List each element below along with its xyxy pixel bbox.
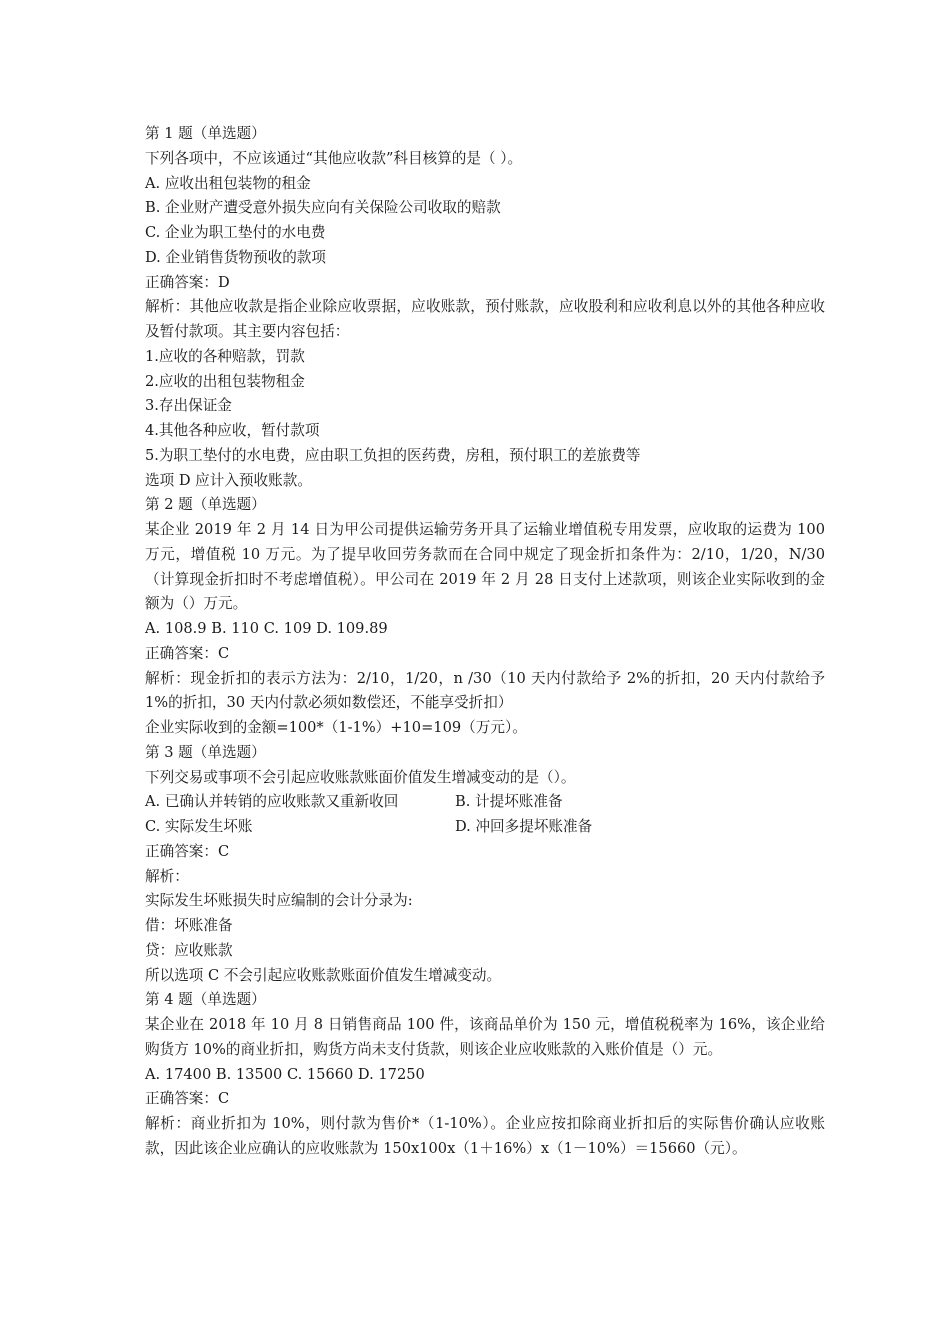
q2-stem: 某企业 2019 年 2 月 14 日为甲公司提供运输劳务开具了运输业增值税专用发票，应收取的运费为 100 万元，增值税 10 万元。为了提早收回劳务款而在合同中规定了现金折扣条件为：2/10，1/20，N/30（计算现金折扣时不考虑增值税）。甲公司在 2019 年 2 月 28 日支付上述款项，则该企业实际收到的金额为（）万元。 — [145, 521, 825, 613]
q2-calc: 企业实际收到的金额=100*（1-1%）+10=109（万元）。 — [145, 719, 527, 736]
q3-option-c: C. 实际发生坏账 — [145, 818, 253, 835]
q1-answer: 正确答案：D — [145, 273, 230, 291]
q4-options: A. 17400 B. 13500 C. 15660 D. 17250 — [145, 1065, 425, 1083]
q3-credit: 贷：应收账款 — [145, 941, 233, 959]
q3-entry-title: 实际发生坏账损失时应编制的会计分录为: — [145, 892, 413, 910]
q1-point-2: 2.应收的出租包装物租金 — [145, 372, 305, 390]
q2-answer: 正确答案：C — [145, 644, 230, 662]
q1-point-1: 1.应收的各种赔款，罚款 — [145, 347, 305, 365]
q3-header: 第 3 题（单选题） — [145, 743, 266, 761]
q1-analysis: 解析：其他应收款是指企业除应收票据，应收账款，预付账款，应收股利和应收利息以外的其他各种应收及暂付款项。其主要内容包括： — [145, 298, 825, 340]
q3-debit: 借：坏账准备 — [145, 917, 233, 934]
q3-options-row-1 — [145, 790, 825, 815]
q1-option-a: A. 应收出租包装物的租金 — [145, 174, 311, 192]
q4-answer: 正确答案：C — [145, 1090, 230, 1108]
q1-option-c: C. 企业为职工垫付的水电费 — [145, 224, 326, 241]
q1-point-3: 3.存出保证金 — [145, 397, 232, 415]
q2-options: A. 108.9 B. 110 C. 109 D. 109.89 — [145, 620, 388, 637]
q1-point-4: 4.其他各种应收，暂付款项 — [145, 422, 320, 439]
q3-answer: 正确答案：C — [145, 842, 230, 860]
q3-conclusion: 所以选项 C 不会引起应收账款账面价值发生增减变动。 — [145, 966, 502, 984]
q4-stem: 某企业在 2018 年 10 月 8 日销售商品 100 件，该商品单价为 150 元，增值税税率为 16%，该企业给购货方 10%的商业折扣，购货方尚未支付货款，则该企业应收账款的入账价值是（）元。 — [145, 1016, 825, 1058]
q1-note: 选项 D 应计入预收账款。 — [145, 471, 312, 489]
q2-header: 第 2 题（单选题） — [145, 496, 266, 514]
q1-point-5: 5.为职工垫付的水电费，应由职工负担的医药费，房租，预付职工的差旅费等 — [145, 446, 641, 464]
q3-option-a: A. 已确认并转销的应收账款又重新收回 — [145, 793, 399, 811]
document-page — [145, 122, 825, 1162]
q4-header: 第 4 题（单选题） — [145, 991, 266, 1009]
q3-option-d: D. 冲回多提坏账准备 — [455, 818, 593, 835]
q3-options-row-2 — [145, 815, 825, 840]
q3-stem: 下列交易或事项不会引起应收账款账面价值发生增减变动的是（）。 — [145, 768, 576, 786]
q1-stem: 下列各项中，不应该通过“其他应收款”科目核算的是（ ）。 — [145, 149, 523, 167]
q2-analysis: 解析：现金折扣的表示方法为：2/10，1/20，n /30（10 天内付款给予 2%的折扣，20 天内付款给予 1%的折扣，30 天内付款必须如数偿还，不能享受折扣） — [145, 669, 825, 712]
q3-analysis-label: 解析： — [145, 867, 189, 885]
q3-option-b: B. 计提坏账准备 — [455, 793, 563, 811]
q1-header: 第 1 题（单选题） — [145, 125, 266, 142]
q1-option-d: D. 企业销售货物预收的款项 — [145, 248, 326, 266]
q1-option-b: B. 企业财产遭受意外损失应向有关保险公司收取的赔款 — [145, 199, 501, 217]
q4-analysis: 解析：商业折扣为 10%，则付款为售价*（1-10%）。企业应按扣除商业折扣后的实际售价确认应收账款，因此该企业应确认的应收账款为 150x100x（1＋16%）x（1－10%）＝15660（元）。 — [145, 1115, 825, 1157]
